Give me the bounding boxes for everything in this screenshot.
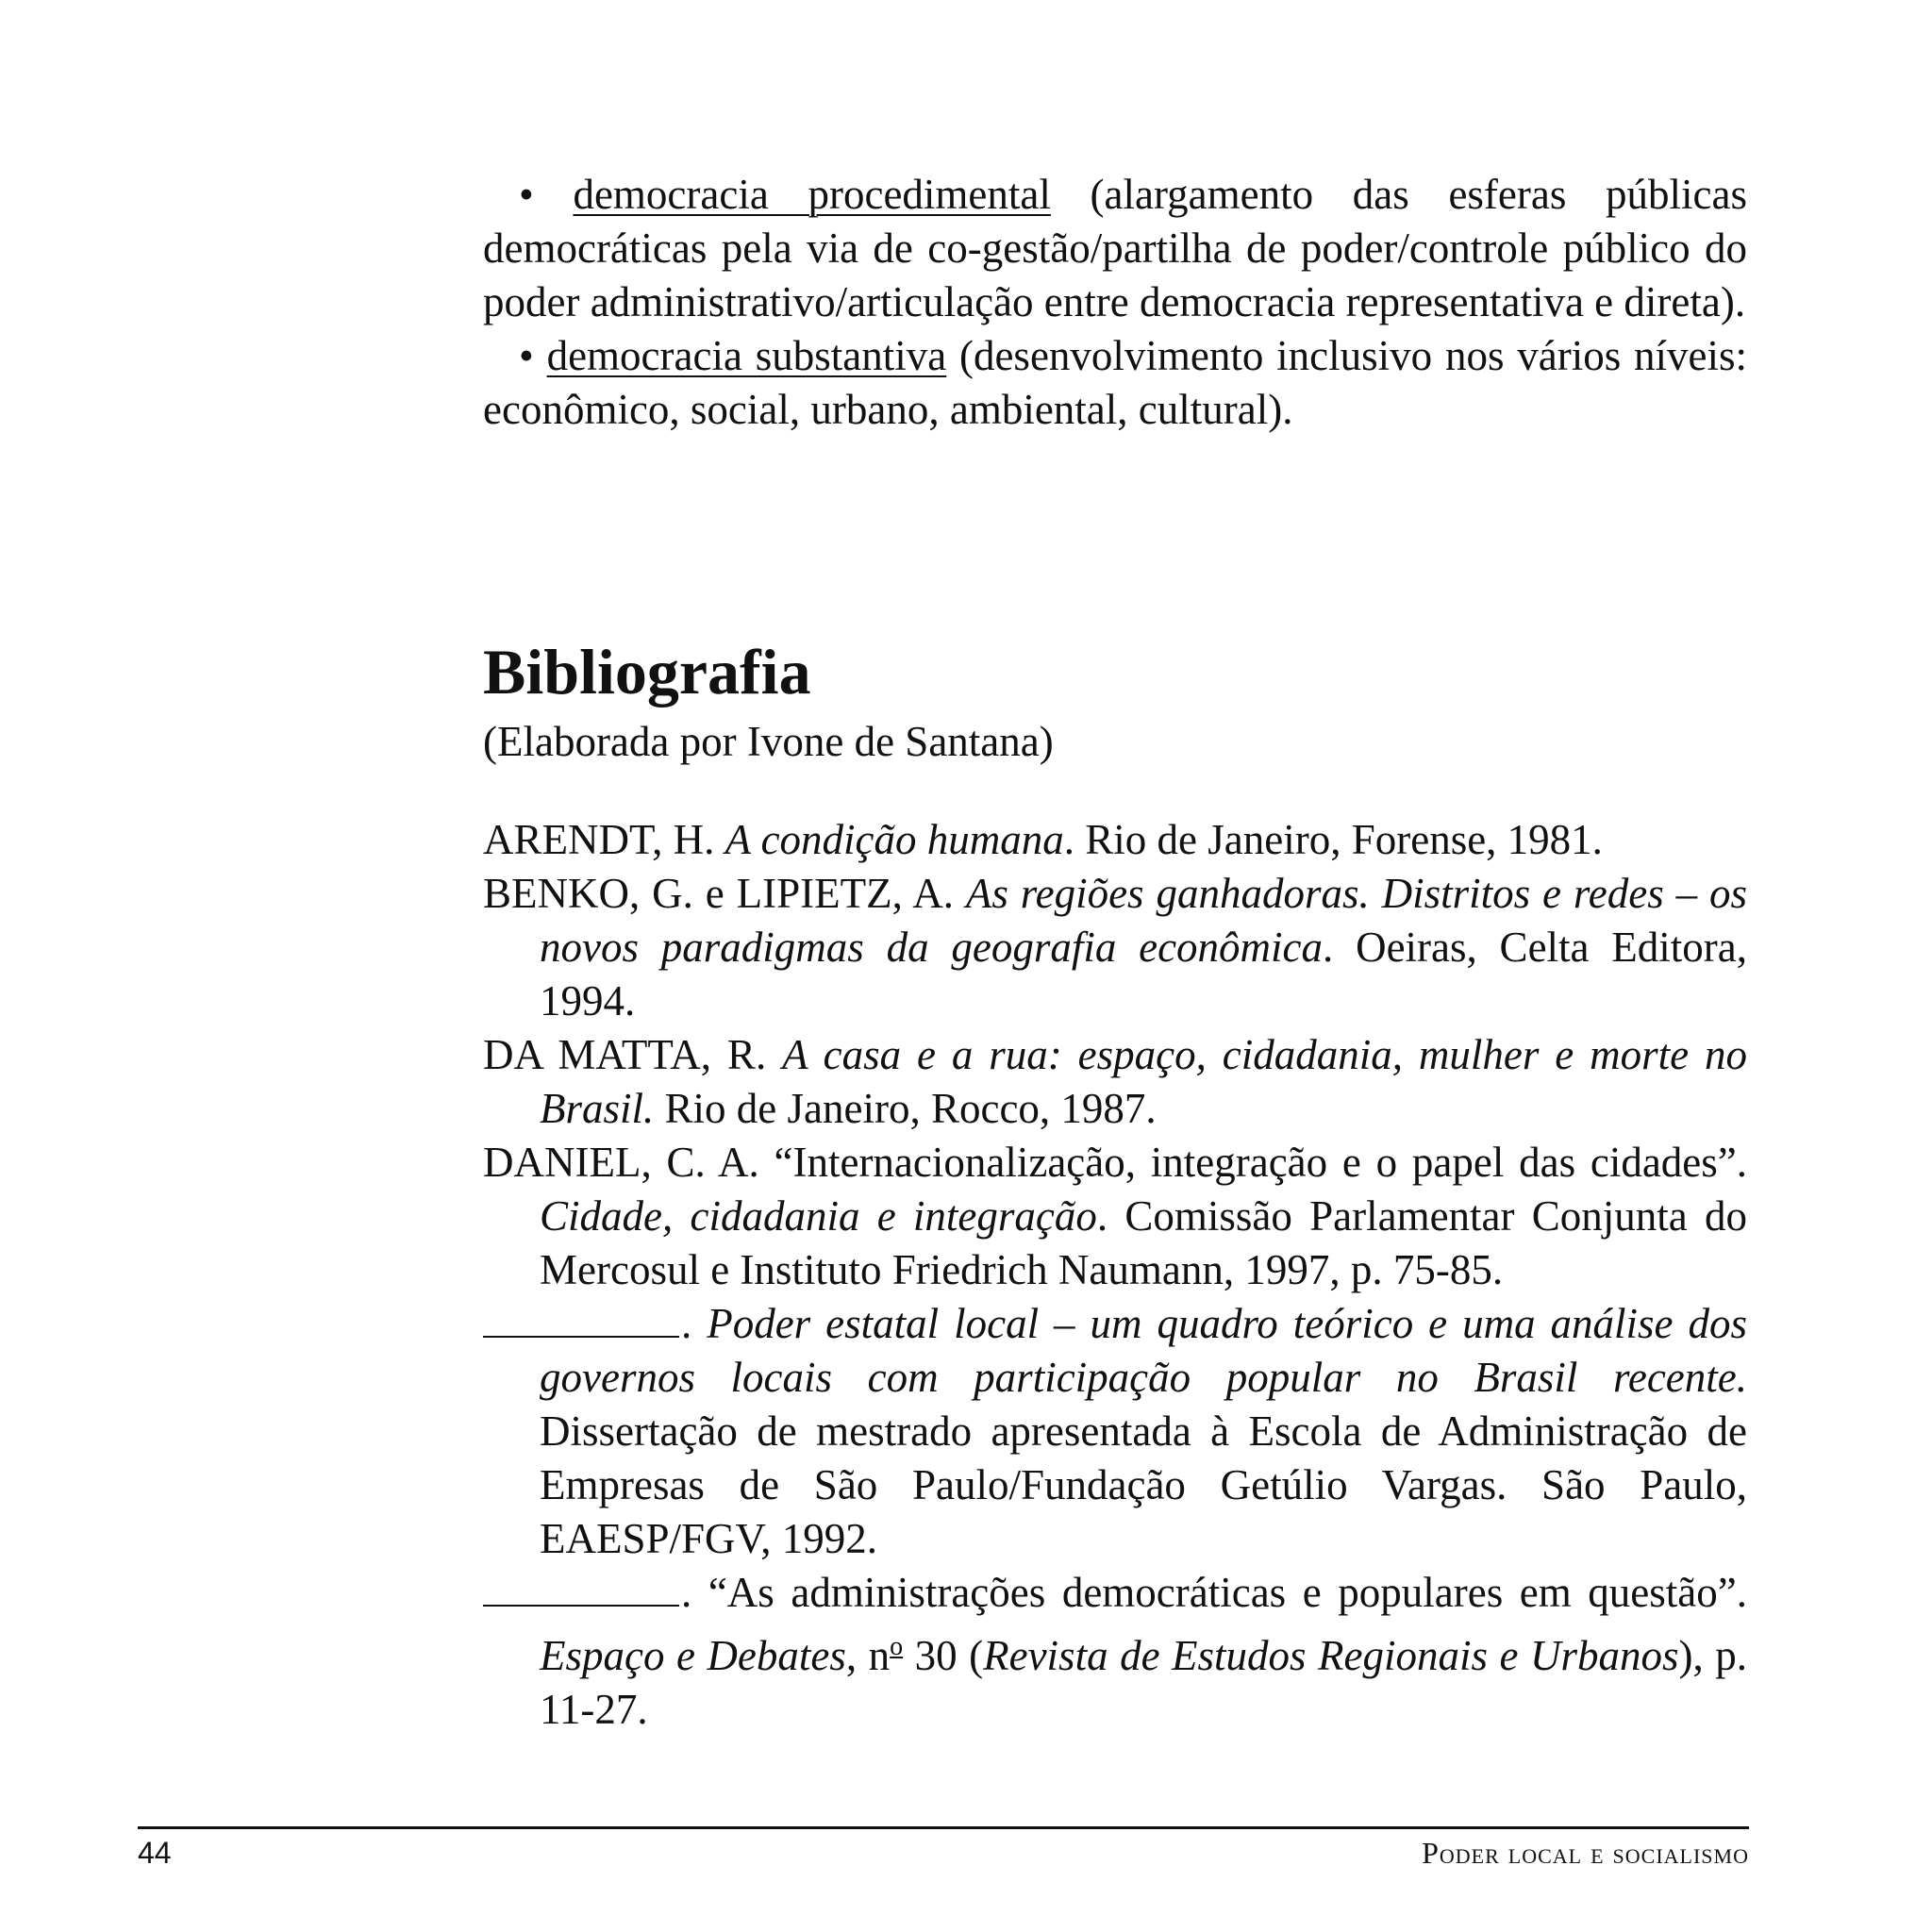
reference-author: BENKO, G. e LIPIETZ, A. — [483, 870, 966, 917]
bullet-marker: • — [519, 171, 534, 218]
reference-article-title: “Internacionalização, integração e o papel das cidades”. — [774, 1139, 1748, 1186]
reference-number-label: , n — [845, 1632, 891, 1679]
reference-entry — [483, 867, 1747, 1028]
bullet-text: (alargamento das esferas públicas democráticas pela via de co-gestão/partilha de poder/controle público do poder administrativo/articulação entre democracia representativa e direta). — [483, 171, 1748, 325]
page-number: 44 — [138, 1836, 172, 1870]
reference-details: . Comissão Parlamentar Conjunta do Mercosul e Instituto Friedrich Naumann, 1997, p. 75-85. — [540, 1192, 1747, 1293]
reference-separator: . — [681, 1569, 708, 1616]
reference-title: Espaço e Debates — [540, 1632, 846, 1679]
reference-separator: . — [681, 1300, 708, 1347]
reference-details: Rio de Janeiro, Rocco, 1987. — [654, 1085, 1157, 1132]
section-title: Bibliografia — [483, 636, 811, 708]
bullet-item — [483, 329, 1747, 437]
bibliography-list — [483, 813, 1747, 1737]
ordinal-superscript: o — [890, 1632, 904, 1661]
reference-title: As regiões ganhadoras. Distritos e redes – os novos paradigmas da geografia econômica — [540, 870, 1747, 971]
footer-rule — [138, 1826, 1749, 1829]
reference-author: ARENDT, H. — [483, 816, 725, 863]
bullet-marker: • — [519, 332, 534, 379]
reference-title: Poder estatal local – um quadro teórico e uma análise dos governos locais com participação popular no Brasil recente. — [540, 1300, 1747, 1401]
reference-title: A casa e a rua: espaço, cidadania, mulher e morte no Brasil. — [540, 1031, 1747, 1132]
bullet-list — [483, 168, 1747, 437]
reference-details: Dissertação de mestrado apresentada à Escola de Administração de Empresas de São Paulo/Fundação Getúlio Vargas. São Paulo, EAESP/FGV, 1992. — [540, 1407, 1747, 1562]
reference-entry — [483, 1566, 1747, 1737]
reference-title: A condição humana — [724, 816, 1064, 863]
reference-number: 30 ( — [903, 1632, 984, 1679]
reference-details: ), p. 11-27. — [540, 1632, 1747, 1733]
bullet-text: (desenvolvimento inclusivo nos vários níveis: econômico, social, urbano, ambiental, cultural). — [483, 332, 1748, 433]
reference-details: . Rio de Janeiro, Forense, 1981. — [1063, 816, 1603, 863]
section-subtitle: (Elaborada por Ivone de Santana) — [483, 718, 1054, 765]
reference-title: Cidade, cidadania e integração — [540, 1192, 1097, 1240]
reference-author: DA MATTA, R. — [483, 1031, 783, 1078]
reference-entry — [483, 1297, 1747, 1566]
reference-entry — [483, 1028, 1747, 1136]
bullet-item — [483, 168, 1747, 329]
reference-entry — [483, 813, 1747, 867]
bullet-term: democracia substantiva — [546, 332, 947, 379]
repeat-author-rule — [483, 1567, 679, 1607]
reference-author: DANIEL, C. A. — [483, 1139, 774, 1186]
reference-article-title: “As administrações democráticas e populares em questão”. — [708, 1569, 1747, 1616]
running-title: Poder local e socialismo — [1422, 1836, 1749, 1870]
bullet-term: democracia procedimental — [573, 171, 1051, 218]
reference-entry — [483, 1136, 1747, 1297]
repeat-author-rule — [483, 1298, 679, 1338]
reference-subtitle: Revista de Estudos Regionais e Urbanos — [983, 1632, 1679, 1679]
reference-details: . Oeiras, Celta Editora, 1994. — [540, 924, 1747, 1024]
